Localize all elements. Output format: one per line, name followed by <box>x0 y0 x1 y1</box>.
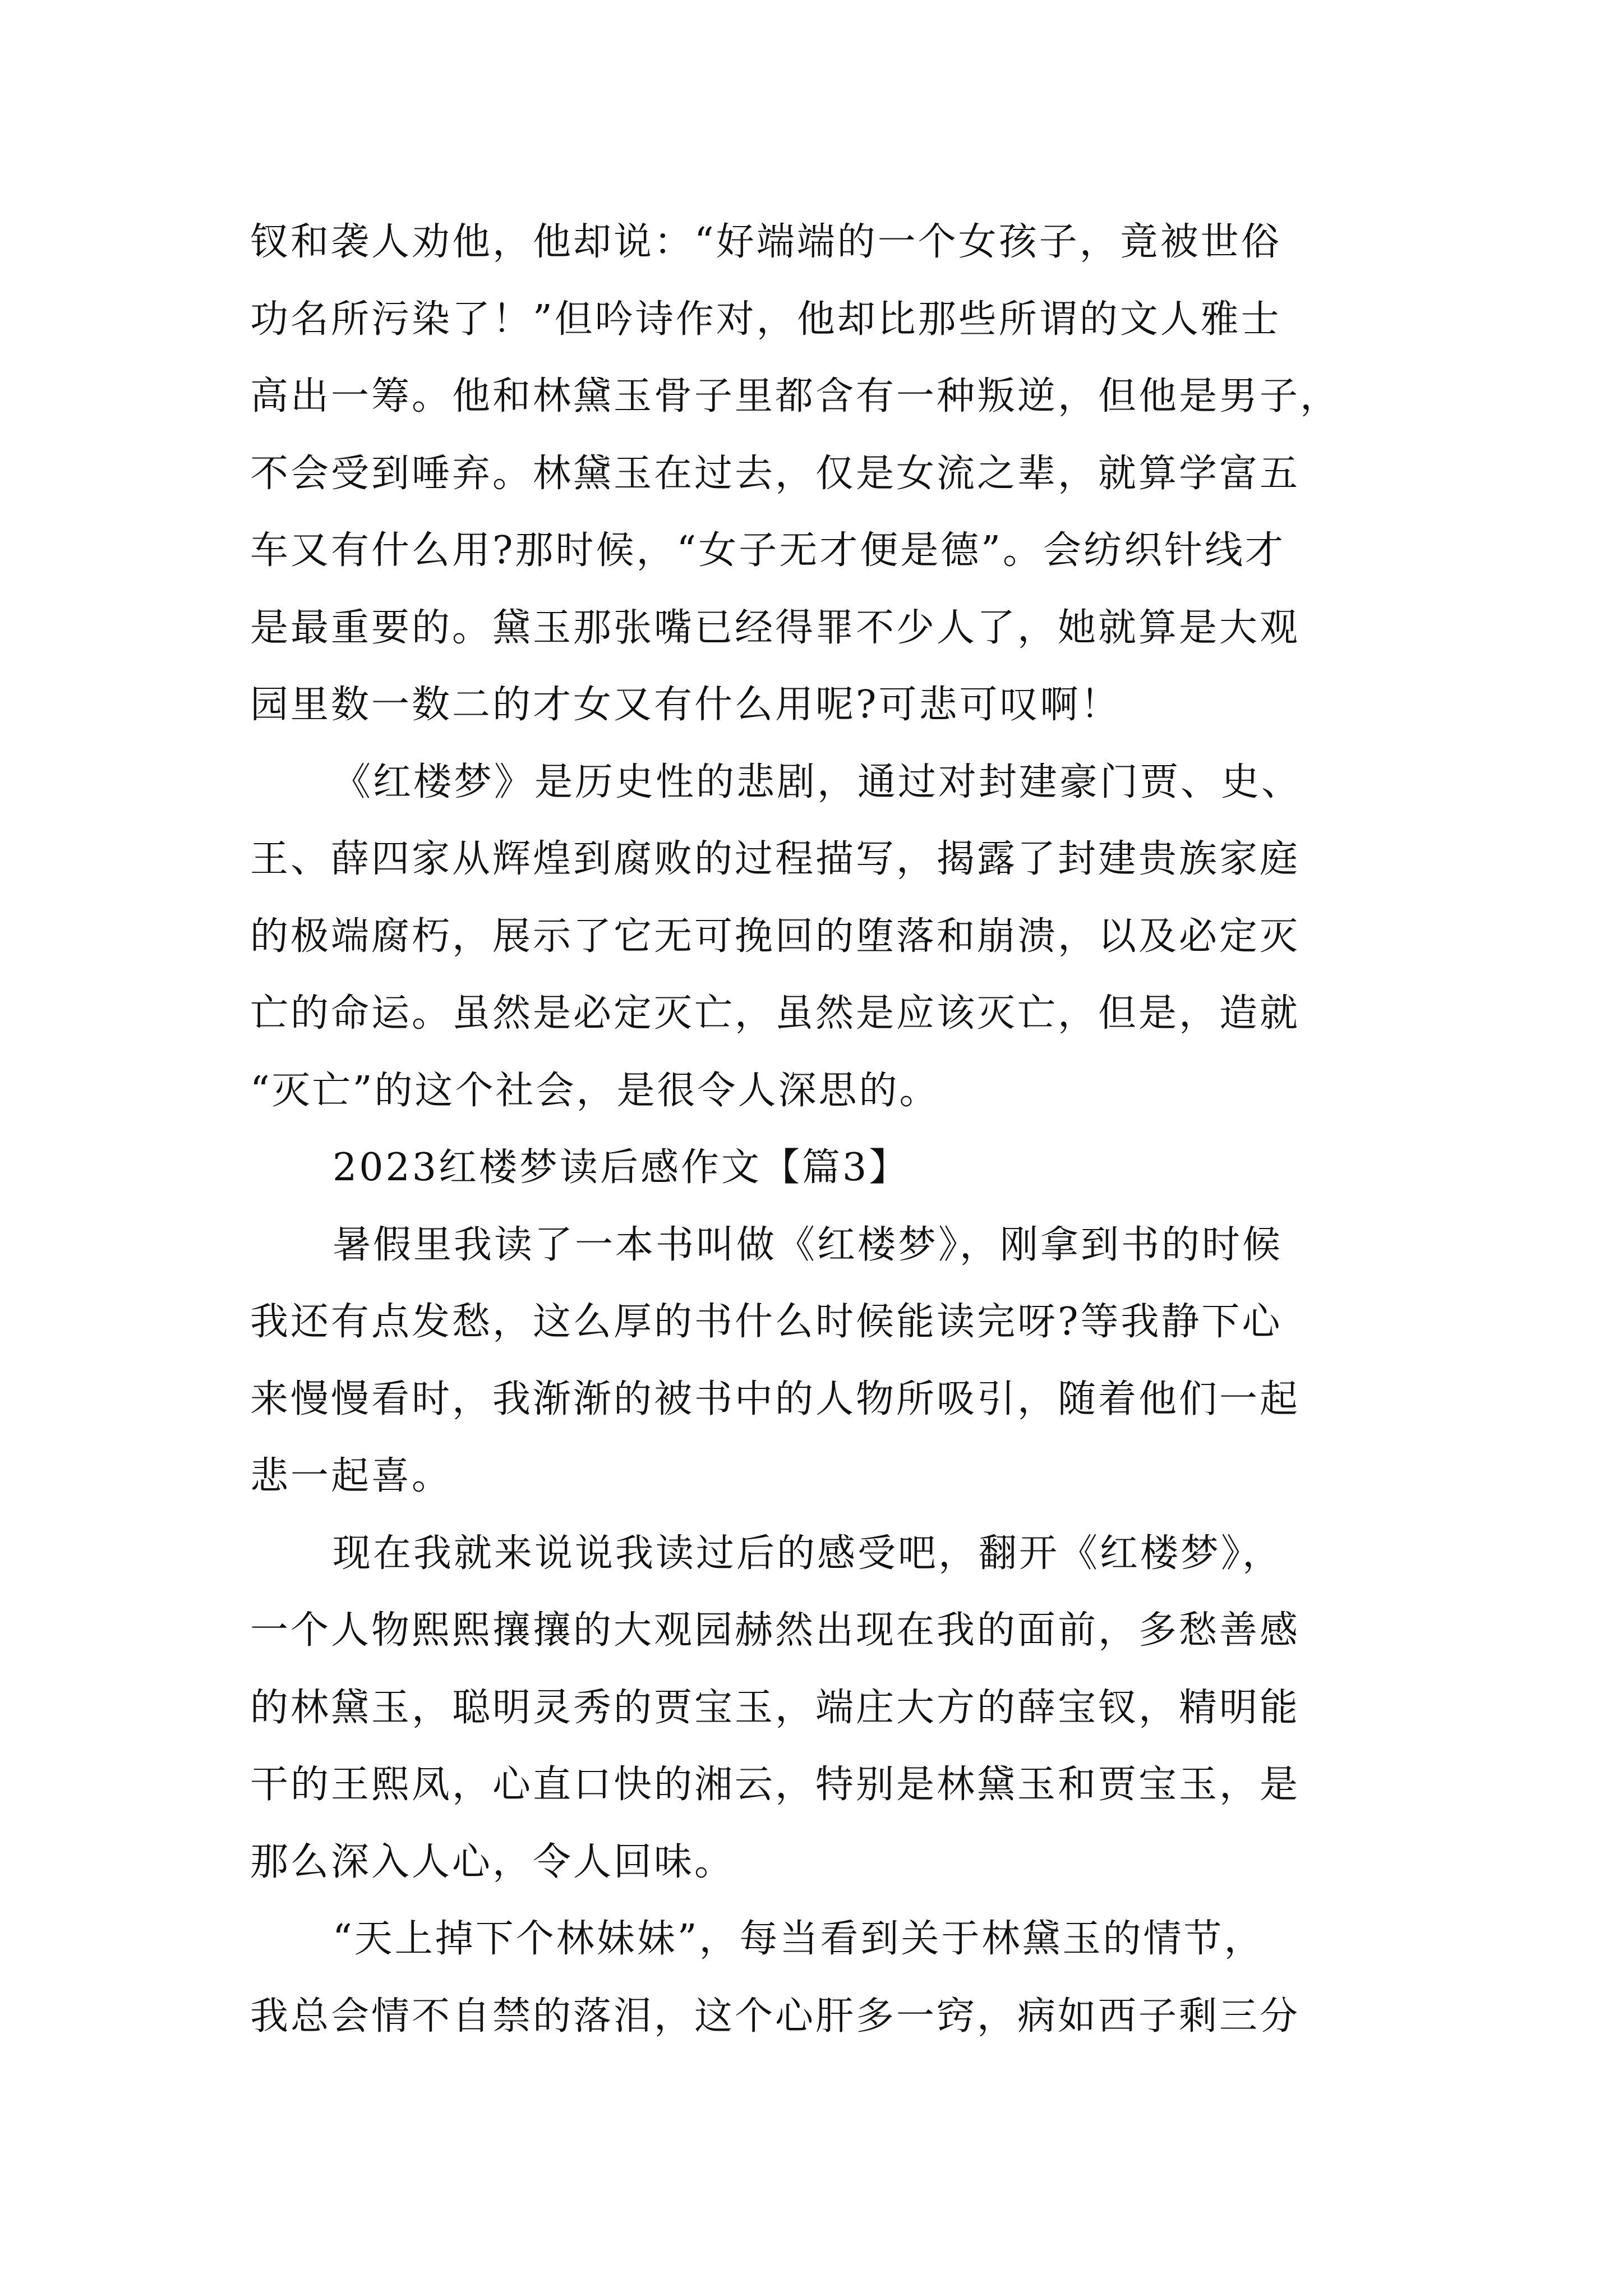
text-line: 车又有什么用?那时候，“女子无才便是德”。会纺织针线才 <box>250 528 1285 573</box>
paragraph-first-line: 暑假里我读了一本书叫做《红楼梦》，刚拿到书的时候 <box>333 1222 1283 1267</box>
text-line: 的林黛玉，聪明灵秀的贾宝玉，端庄大方的薛宝钗，精明能 <box>250 1685 1301 1730</box>
text-line: 一个人物熙熙攘攘的大观园赫然出现在我的面前，多愁善感 <box>250 1608 1301 1653</box>
paragraph-first-line: 现在我就来说说我读过后的感受吧，翻开《红楼梦》， <box>333 1531 1283 1576</box>
text-line: 的极端腐朽，展示了它无可挽回的堕落和崩溃，以及必定灭 <box>250 914 1301 959</box>
text-line: 不会受到唾弃。林黛玉在过去，仅是女流之辈，就算学富五 <box>250 451 1301 496</box>
body-text <box>250 204 1389 2055</box>
text-line: “灭亡”的这个社会，是很令人深思的。 <box>250 1068 940 1113</box>
text-line: 亡的命运。虽然是必定灭亡，虽然是应该灭亡，但是，造就 <box>250 991 1301 1036</box>
text-line: 那么深入人心，令人回味。 <box>250 1839 735 1884</box>
text-line: 我还有点发愁，这么厚的书什么时候能读完呀?等我静下心 <box>250 1300 1283 1344</box>
text-line: 钗和袭人劝他，他却说：“好端端的一个女孩子，竟被世俗 <box>250 220 1281 264</box>
text-line: 悲一起喜。 <box>250 1454 453 1498</box>
text-line: 我总会情不自禁的落泪，这个心肝多一窍，病如西子剩三分 <box>250 1994 1301 2039</box>
section-heading: 2023红楼梦读后感作文【篇3】 <box>333 1145 910 1190</box>
text-line: 园里数一数二的才女又有什么用呢?可悲可叹啊！ <box>250 683 1121 727</box>
text-line: 王、薛四家从辉煌到腐败的过程描写，揭露了封建贵族家庭 <box>250 837 1301 881</box>
paragraph-first-line: 《红楼梦》是历史性的悲剧，通过对封建豪门贾、史、 <box>333 760 1302 804</box>
text-line: 功名所污染了！”但吟诗作对，他却比那些所谓的文人雅士 <box>250 297 1281 342</box>
text-line: 来慢慢看时，我渐渐的被书中的人物所吸引，随着他们一起 <box>250 1377 1301 1421</box>
text-line: 高出一筹。他和林黛玉骨子里都含有一种叛逆，但他是男子， <box>250 374 1341 418</box>
paragraph-first-line: “天上掉下个林妹妹”，每当看到关于林黛玉的情节， <box>333 1917 1265 1961</box>
text-line: 是最重要的。黛玉那张嘴已经得罪不少人了，她就算是大观 <box>250 605 1301 650</box>
text-line: 干的王熙凤，心直口快的湘云，特别是林黛玉和贾宝玉，是 <box>250 1763 1301 1807</box>
